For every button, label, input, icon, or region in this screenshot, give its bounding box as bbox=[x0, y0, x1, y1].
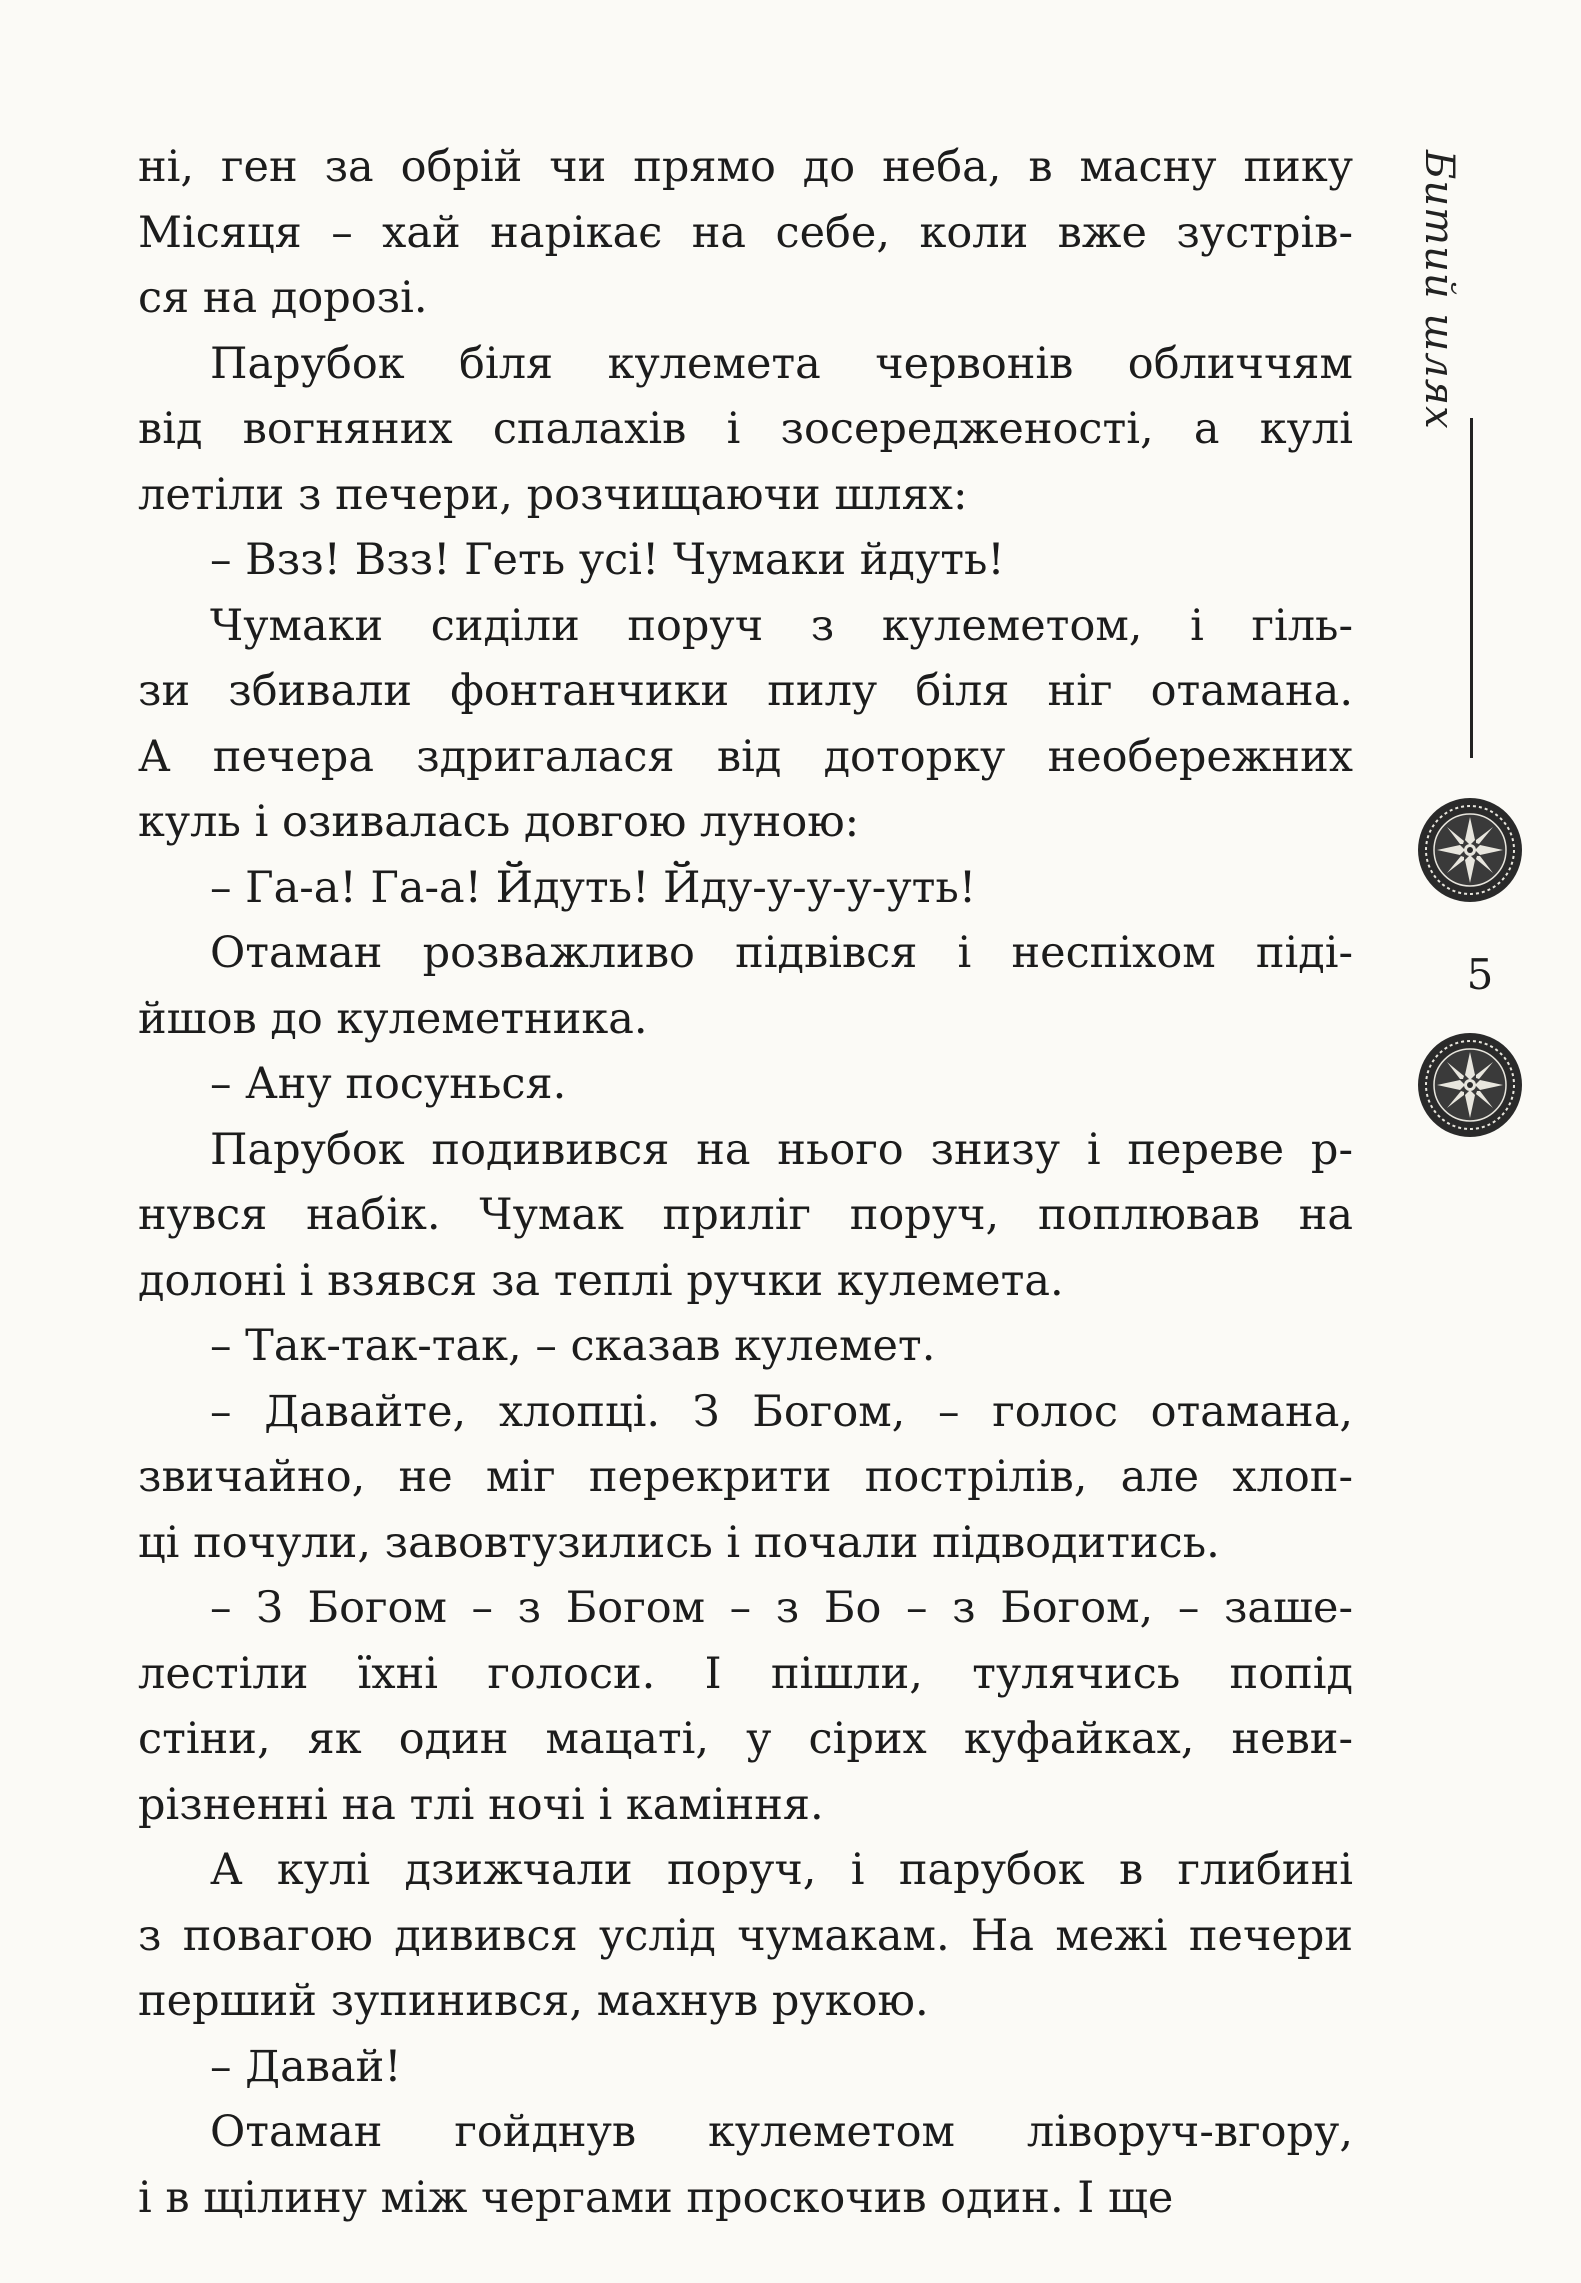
text-line: різненні на тлі ночі і каміння. bbox=[138, 1779, 824, 1830]
rosette-icon-top bbox=[1415, 795, 1525, 905]
text-line: – Га-а! Га-а! Йдуть! Йду-у-у-у-уть! bbox=[210, 862, 977, 913]
paragraph bbox=[138, 528, 1353, 594]
text-line: – Так-так-так, – сказав кулемет. bbox=[210, 1321, 936, 1371]
text-line: йшов до кулеметника. bbox=[138, 993, 648, 1044]
paragraph bbox=[138, 1314, 1353, 1380]
paragraph bbox=[138, 1576, 1353, 1838]
text-line: зи збивали фонтанчики пилу біля ніг отамана. bbox=[138, 666, 1353, 716]
running-title: Битий шлях bbox=[1416, 150, 1462, 430]
text-line: Парубок подивився на нього знизу і переве р- bbox=[210, 1124, 1353, 1175]
text-line: Місяця – хай нарікає на себе, коли вже зустрів- bbox=[138, 207, 1353, 258]
paragraph bbox=[138, 2100, 1353, 2231]
text-line: ся на дорозі. bbox=[138, 273, 428, 323]
text-line: ні, ген за обрій чи прямо до неба, в масну пику bbox=[138, 142, 1353, 192]
text-line: Парубок біля кулемета червонів обличчям bbox=[210, 338, 1353, 389]
paragraph bbox=[138, 135, 1353, 332]
text-line: А кулі дзижчали поруч, і парубок в глибині bbox=[210, 1845, 1353, 1895]
text-line: і в щілину між чергами проскочив один. І ще bbox=[138, 2172, 1174, 2223]
text-line: нувся набік. Чумак приліг поруч, поплював на bbox=[138, 1190, 1353, 1240]
paragraph bbox=[138, 856, 1353, 922]
paragraph bbox=[138, 1838, 1353, 2035]
text-line: звичайно, не міг перекрити пострілів, але хлоп- bbox=[138, 1452, 1353, 1502]
paragraph bbox=[138, 1380, 1353, 1577]
text-line: А печера здригалася від доторку необережних bbox=[138, 731, 1353, 782]
page-number: 5 bbox=[1466, 950, 1494, 999]
text-line: – Давай! bbox=[210, 2041, 402, 2092]
text-line: Отаман розважливо підвівся і неспіхом піді- bbox=[210, 928, 1353, 978]
text-line: – Давайте, хлопці. З Богом, – голос отамана, bbox=[210, 1386, 1353, 1437]
text-line: перший зупинився, махнув рукою. bbox=[138, 1976, 929, 2026]
body-text bbox=[138, 135, 1353, 2231]
paragraph bbox=[138, 921, 1353, 1052]
text-line: стіни, як один мацаті, у сірих куфайках, неви- bbox=[138, 1714, 1353, 1764]
text-line: лестіли їхні голоси. І пішли, тулячись попід bbox=[138, 1648, 1353, 1699]
text-line: з повагою дивився услід чумакам. На межі печери bbox=[138, 1910, 1353, 1961]
paragraph bbox=[138, 1052, 1353, 1118]
paragraph bbox=[138, 594, 1353, 856]
text-line: від вогняних спалахів і зосередженості, а кулі bbox=[138, 404, 1353, 454]
text-line: Отаман гойднув кулеметом ліворуч-вгору, bbox=[210, 2107, 1353, 2157]
text-line: куль і озивалась довгою луною: bbox=[138, 797, 860, 847]
text-line: ці почули, завовтузились і почали підводитись. bbox=[138, 1517, 1220, 1568]
text-line: – Ану посунься. bbox=[210, 1059, 567, 1109]
text-line: Чумаки сиділи поруч з кулеметом, і гіль- bbox=[210, 600, 1353, 651]
paragraph bbox=[138, 1118, 1353, 1315]
text-line: – Взз! Взз! Геть усі! Чумаки йдуть! bbox=[210, 535, 1005, 585]
rosette-icon-bottom bbox=[1415, 1030, 1525, 1140]
text-line: долоні і взявся за теплі ручки кулемета. bbox=[138, 1255, 1064, 1306]
paragraph bbox=[138, 2035, 1353, 2101]
text-line: – З Богом – з Богом – з Бо – з Богом, – заше- bbox=[210, 1583, 1353, 1633]
title-rule bbox=[1470, 418, 1473, 758]
text-line: летіли з печери, розчищаючи шлях: bbox=[138, 469, 968, 520]
paragraph bbox=[138, 332, 1353, 529]
